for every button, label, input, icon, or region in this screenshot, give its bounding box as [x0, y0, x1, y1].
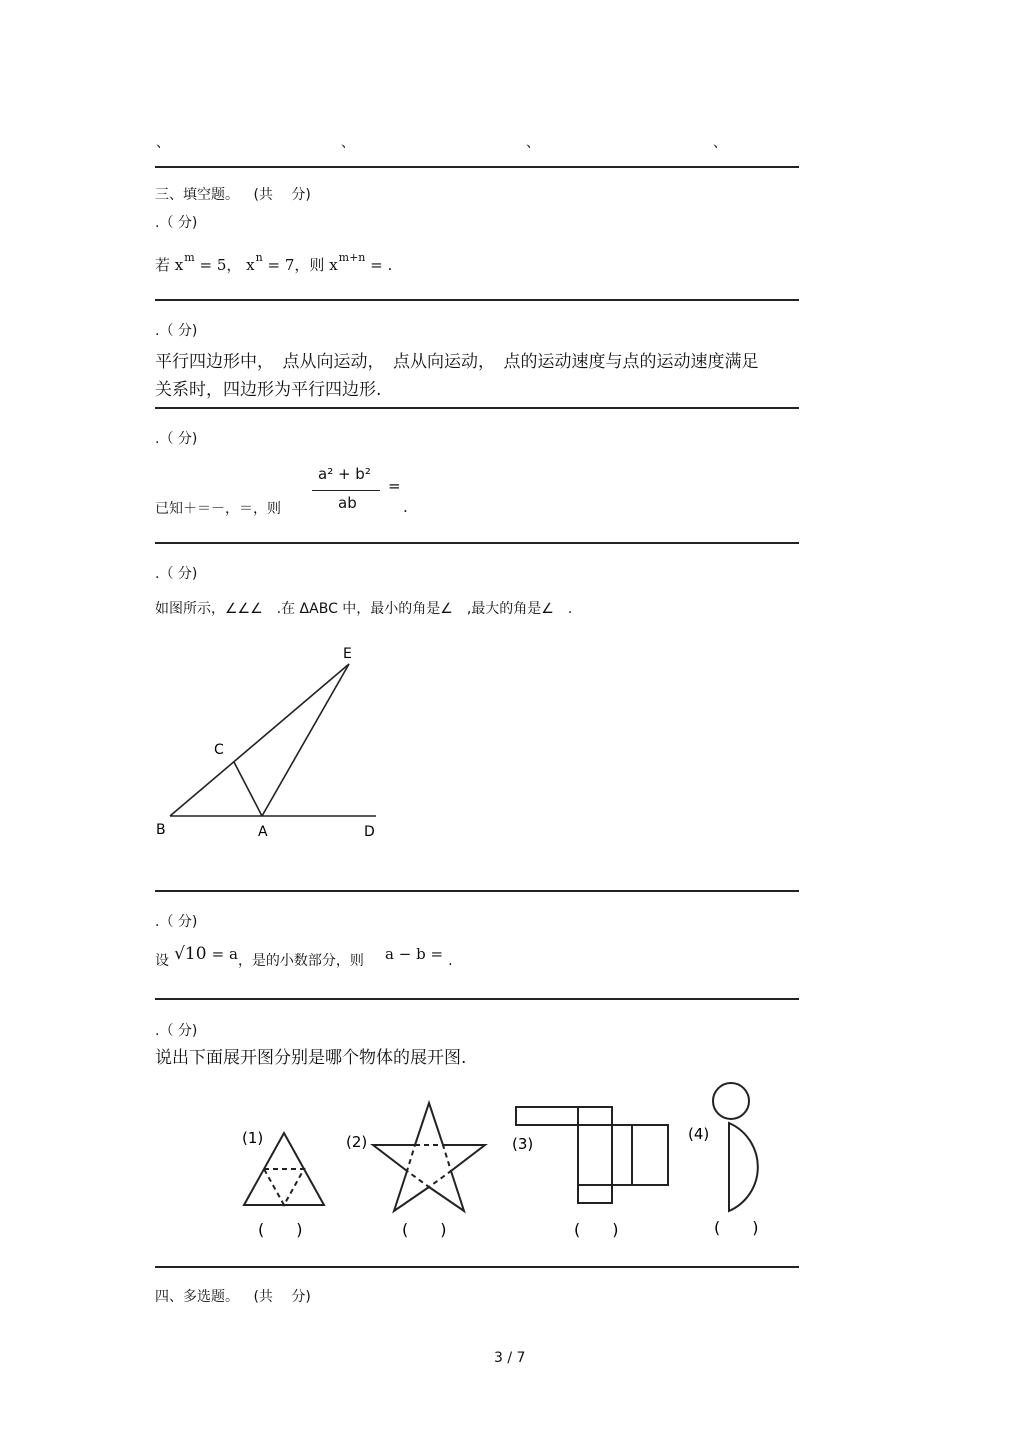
fig2-label: (2): [346, 1133, 368, 1151]
q3-denominator: ab: [338, 494, 357, 512]
top-mark-4: 、: [713, 135, 727, 151]
section3-title: 三、填空题。: [155, 187, 239, 203]
fig4-label: (4): [688, 1125, 710, 1143]
q1-end: .: [387, 256, 393, 274]
line-CA: [234, 762, 262, 816]
section4-heading: [155, 1286, 311, 1306]
q5-pre: 设: [155, 953, 169, 969]
divider: [155, 998, 799, 1000]
q1-eq3: =: [370, 256, 383, 274]
q1-x3: x: [329, 256, 338, 274]
fraction-bar: [312, 490, 380, 491]
fig1-label: (1): [242, 1129, 264, 1147]
fig3-blank: ( ): [574, 1220, 619, 1239]
divider: [155, 166, 799, 168]
fig2-dashed: [407, 1145, 451, 1187]
section4-title: 四、多选题。: [155, 1289, 239, 1305]
label-D: D: [364, 824, 375, 840]
q4-head: .（ 分): [155, 566, 198, 582]
q5-expr: a − b =: [385, 945, 444, 963]
top-mark-3: 、: [526, 135, 540, 151]
label-A: A: [258, 824, 268, 840]
section3-score: (共 分): [253, 187, 311, 203]
q6-head: .（ 分): [155, 1023, 198, 1039]
q1-exp-m: m: [184, 251, 195, 264]
q5-mid: ，是的小数部分，则: [237, 953, 364, 969]
divider: [155, 890, 799, 892]
q5-body: [155, 944, 453, 970]
q1-eq1: = 5，: [199, 256, 242, 274]
q3-eq: =: [388, 477, 401, 495]
q1-x2: x: [246, 256, 255, 274]
q3-end: .: [403, 498, 408, 516]
q5-eq: = a: [211, 945, 238, 963]
fig3-column: [578, 1107, 612, 1203]
q3-head: .（ 分): [155, 431, 198, 447]
unfold-figures: [230, 1075, 790, 1245]
label-E: E: [343, 646, 352, 662]
line-BE: [170, 664, 349, 816]
q1-eq2: = 7: [267, 256, 295, 274]
section4-score: (共 分): [253, 1289, 311, 1305]
fig2-star: [373, 1103, 485, 1211]
divider: [155, 407, 799, 409]
q1-text-pre: 若: [155, 256, 171, 274]
q1-exp-mn: m+n: [338, 251, 366, 264]
q6-text: 说出下面展开图分别是哪个物体的展开图.: [155, 1048, 467, 1068]
label-B: B: [156, 822, 166, 838]
q5-end: .: [448, 953, 453, 969]
section3-heading: [155, 184, 311, 204]
fig1-dashed: [264, 1169, 304, 1205]
fig3-label: (3): [512, 1135, 534, 1153]
q5-head: .（ 分): [155, 914, 198, 930]
q4-text: 如图所示，∠∠∠ .在 ΔABC 中，最小的角是∠ ,最大的角是∠ .: [155, 601, 573, 617]
q3-text: 已知＋＝－，＝，则: [155, 501, 281, 517]
q2-line1: 平行四边形中， 点从向运动， 点从向运动， 点的运动速度与点的运动速度满足: [155, 352, 759, 372]
q1-body: [155, 251, 393, 275]
q2-line2: 关系时，四边形为平行四边形.: [155, 380, 382, 400]
divider: [155, 1266, 799, 1268]
fig4-sector: [729, 1123, 758, 1211]
label-C: C: [214, 742, 224, 758]
line-AE: [262, 664, 349, 816]
top-mark-2: 、: [341, 135, 355, 151]
fig4-circle: [713, 1083, 749, 1119]
q2-head: .（ 分): [155, 323, 198, 339]
q1-exp-n: n: [255, 251, 263, 264]
page-number: 3 / 7: [494, 1350, 526, 1366]
q1-x1: x: [174, 256, 184, 274]
fig1-blank: ( ): [258, 1220, 303, 1239]
divider: [155, 542, 799, 544]
divider: [155, 299, 799, 301]
q1-mid: ，则: [294, 256, 325, 274]
fig3-side-small: [612, 1125, 632, 1185]
triangle-figure: [150, 640, 390, 845]
fig3-side-large: [632, 1125, 668, 1185]
top-mark-1: 、: [156, 135, 170, 151]
q5-sqrt: √10: [174, 944, 207, 964]
fig2-blank: ( ): [402, 1220, 447, 1239]
fig3-top-strip: [516, 1107, 612, 1125]
q3-numerator: a² + b²: [318, 465, 371, 483]
fig4-blank: ( ): [714, 1218, 759, 1237]
q1-head: .（ 分): [155, 215, 198, 231]
